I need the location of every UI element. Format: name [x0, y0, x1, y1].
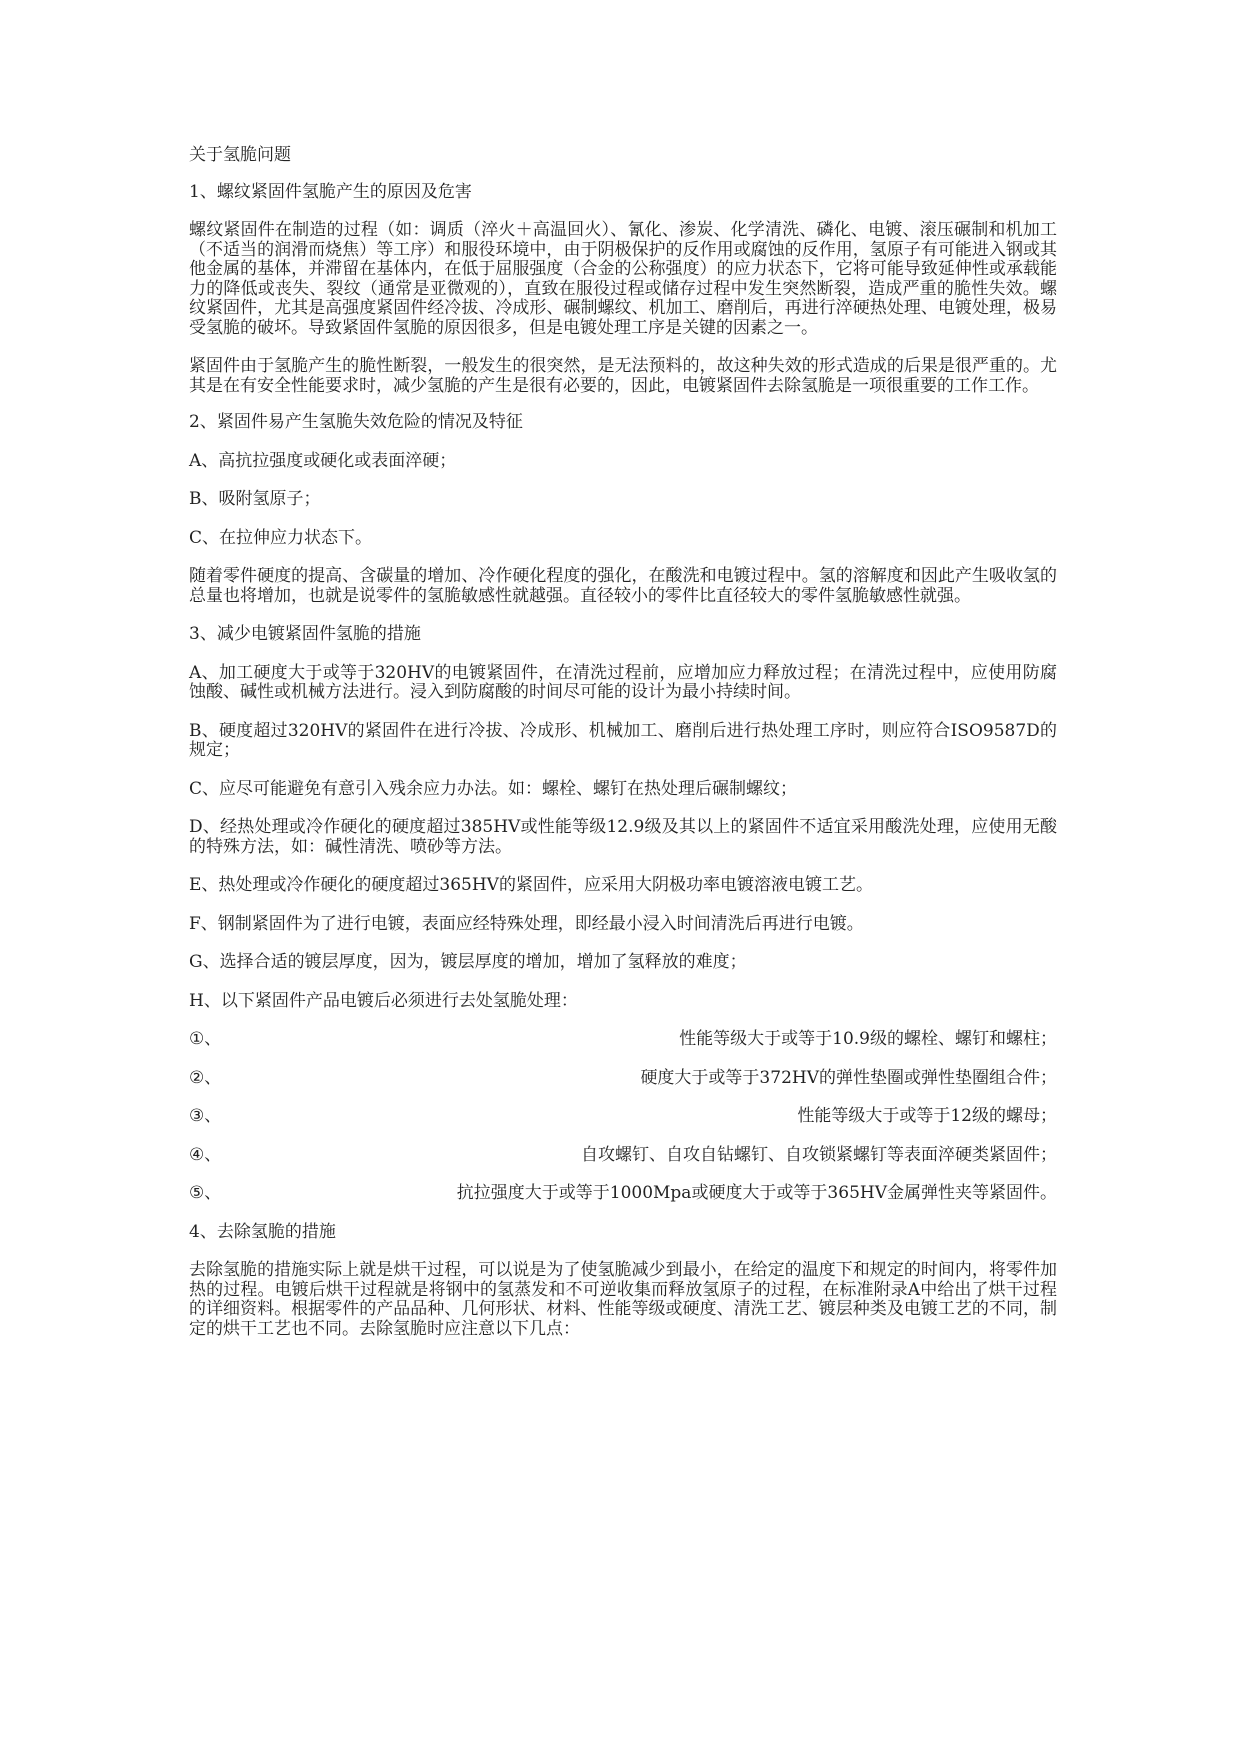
- section3-item-b: B、硬度超过320HV的紧固件在进行冷拔、冷成形、机械加工、磨削后进行热处理工序时，则应符合ISO9587D的规定；: [189, 720, 1057, 760]
- list-item-number: ⑤、: [189, 1183, 222, 1203]
- list-item-text: 性能等级大于或等于10.9级的螺栓、螺钉和螺柱；: [679, 1029, 1057, 1049]
- list-item: [189, 1146, 1057, 1166]
- list-item-number: ④、: [189, 1144, 222, 1165]
- section3-item-f: F、钢制紧固件为了进行电镀，表面应经特殊处理，即经最小浸入时间清洗后再进行电镀。: [189, 913, 864, 934]
- section3-item-g: G、选择合适的镀层厚度，因为，镀层厚度的增加，增加了氢释放的难度；: [189, 952, 747, 972]
- list-item-text: 性能等级大于或等于12级的螺母；: [797, 1106, 1057, 1126]
- section2-item-a: A、高抗拉强度或硬化或表面淬硬；: [189, 450, 457, 471]
- section3-item-c: C、应尽可能避免有意引入残余应力办法。如：螺栓、螺钉在热处理后碾制螺纹；: [189, 778, 798, 799]
- document-title: 关于氢脆问题: [189, 145, 291, 165]
- section3-item-e: E、热处理或冷作硬化的硬度超过365HV的紧固件，应采用大阴极功率电镀溶液电镀工艺。: [189, 875, 873, 895]
- section4-paragraph: 去除氢脆的措施实际上就是烘干过程，可以说是为了使氢脆减少到最小，在给定的温度下和规定的时间内，将零件加热的过程。电镀后烘干过程就是将钢中的氢蒸发和不可逆收集而释放氢原子的过程，在标准附录A中给出了烘干过程的详细资料。根据零件的产品品种、几何形状、材料、性能等级或硬度、清洗工艺、镀层种类及电镀工艺的不同，制定的烘干工艺也不同。去除氢脆时应注意以下几点：: [189, 1260, 1057, 1339]
- list-item-number: ②、: [189, 1067, 222, 1088]
- section1-paragraph-2: 紧固件由于氢脆产生的脆性断裂，一般发生的很突然，是无法预料的，故这种失效的形式造成的后果是很严重的。尤其是在有安全性能要求时，减少氢脆的产生是很有必要的，因此，电镀紧固件去除氢脆是一项很重要的工作工作。: [189, 356, 1057, 396]
- section3-item-a: A、加工硬度大于或等于320HV的电镀紧固件，在清洗过程前，应增加应力释放过程；在清洗过程中，应使用防腐蚀酸、碱性或机械方法进行。浸入到防腐酸的时间尽可能的设计为最小持续时间。: [189, 662, 1057, 702]
- list-item-number: ③、: [189, 1106, 222, 1126]
- section2-paragraph: 随着零件硬度的提高、含碳量的增加、冷作硬化程度的强化，在酸洗和电镀过程中。氢的溶解度和因此产生吸收氢的总量也将增加，也就是说零件的氢脆敏感性就越强。直径较小的零件比直径较大的零件氢脆敏感性就强。: [189, 566, 1057, 606]
- list-item-text: 硬度大于或等于372HV的弹性垫圈或弹性垫圈组合件；: [640, 1067, 1057, 1088]
- list-item-text: 自攻螺钉、自攻自钻螺钉、自攻锁紧螺钉等表面淬硬类紧固件；: [581, 1144, 1057, 1165]
- section2-heading: 2、紧固件易产生氢脆失效危险的情况及特征: [189, 412, 523, 432]
- section1-paragraph-1: 螺纹紧固件在制造的过程（如：调质（淬火＋高温回火）、氰化、渗炭、化学清洗、磷化、电镀、滚压碾制和机加工（不适当的润滑而烧焦）等工序）和服役环境中，由于阴极保护的反作用或腐蚀的反作用，氢原子有可能进入钢或其他金属的基体，并滞留在基体内，在低于屈服强度（合金的公称强度）的应力状态下，它将可能导致延伸性或承载能力的降低或丧失、裂纹（通常是亚微观的），直致在服役过程或储存过程中发生突然断裂，造成严重的脆性失效。螺纹紧固件，尤其是高强度紧固件经冷拔、冷成形、碾制螺纹、机加工、磨削后，再进行淬硬热处理、电镀处理，极易受氢脆的破坏。导致紧固件氢脆的原因很多，但是电镀处理工序是关键的因素之一。: [189, 220, 1057, 338]
- list-item: [189, 1107, 1057, 1127]
- section3-item-h: H、以下紧固件产品电镀后必须进行去处氢脆处理：: [189, 990, 578, 1011]
- section1-heading: 1、螺纹紧固件氢脆产生的原因及危害: [189, 181, 472, 202]
- document-page: [189, 146, 1057, 1339]
- list-item: [189, 1184, 1057, 1204]
- list-item: [189, 1069, 1057, 1089]
- section4-heading: 4、去除氢脆的措施: [189, 1221, 336, 1242]
- list-item-number: ①、: [189, 1029, 222, 1049]
- list-item-text: 抗拉强度大于或等于1000Mpa或硬度大于或等于365HV金属弹性夹等紧固件。: [456, 1183, 1057, 1203]
- section2-item-c: C、在拉伸应力状态下。: [189, 527, 373, 548]
- section3-heading: 3、减少电镀紧固件氢脆的措施: [189, 624, 421, 644]
- list-item: [189, 1030, 1057, 1050]
- section3-item-d: D、经热处理或冷作硬化的硬度超过385HV或性能等级12.9级及其以上的紧固件不适宜采用酸洗处理，应使用无酸的特殊方法，如：碱性清洗、喷砂等方法。: [189, 817, 1057, 857]
- section2-item-b: B、吸附氢原子；: [189, 489, 321, 509]
